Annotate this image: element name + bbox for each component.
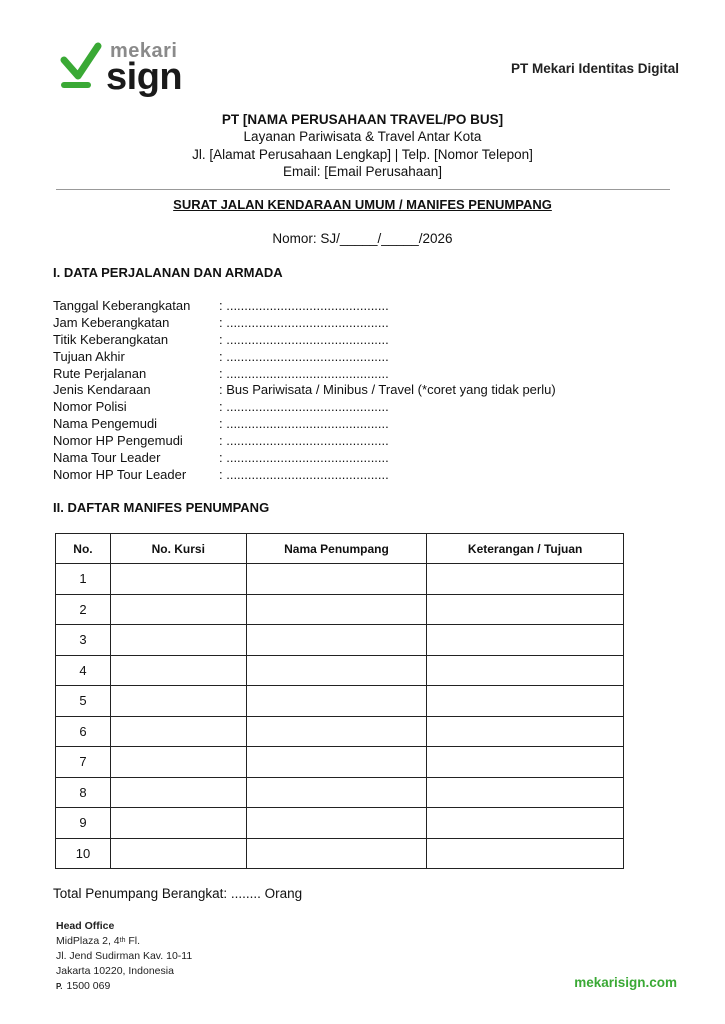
table-row <box>56 594 624 625</box>
column-header: Nama Penumpang <box>246 534 427 564</box>
field-row <box>53 416 673 433</box>
name-cell[interactable] <box>246 564 427 595</box>
row-number: 7 <box>56 747 111 778</box>
field-value: : ............................................. <box>219 365 389 381</box>
field-label: Nomor HP Tour Leader <box>53 466 187 482</box>
note-cell[interactable] <box>427 655 624 686</box>
field-label: Tanggal Keberangkatan <box>53 298 191 313</box>
note-cell[interactable] <box>427 747 624 778</box>
field-label: Nama Tour Leader <box>53 450 161 466</box>
phone-label: P. <box>56 982 63 991</box>
footer-address <box>56 919 192 994</box>
document-number: Nomor: SJ/_____/_____/2026 <box>272 231 453 246</box>
trip-fields <box>53 298 673 484</box>
field-value: : Bus Pariwisata / Minibus / Travel (*coret yang tidak perlu) <box>219 382 556 398</box>
name-cell[interactable] <box>246 716 427 747</box>
name-cell[interactable] <box>246 655 427 686</box>
name-cell[interactable] <box>246 777 427 808</box>
name-cell[interactable] <box>246 594 427 625</box>
table-row <box>56 686 624 717</box>
field-row <box>53 349 673 366</box>
field-label: Tujuan Akhir <box>53 348 125 364</box>
phone-number: 1500 069 <box>66 980 111 992</box>
field-value: : ............................................. <box>219 298 389 313</box>
field-row <box>53 450 673 467</box>
website-link[interactable]: mekarisign.com <box>574 975 677 990</box>
letterhead-service: Layanan Pariwisata & Travel Antar Kota <box>243 129 482 144</box>
row-number: 4 <box>56 655 111 686</box>
seat-cell[interactable] <box>110 655 246 686</box>
seat-cell[interactable] <box>110 625 246 656</box>
row-number: 8 <box>56 777 111 808</box>
column-header: No. Kursi <box>110 534 246 564</box>
field-row <box>53 332 673 349</box>
table-row <box>56 716 624 747</box>
section-title-passenger-manifest: II. DAFTAR MANIFES PENUMPANG <box>53 500 270 515</box>
phone-line <box>56 979 192 994</box>
letterhead-email: Email: [Email Perusahaan] <box>282 164 443 179</box>
field-value: : ............................................. <box>219 466 389 482</box>
company-name: PT Mekari Identitas Digital <box>510 61 679 76</box>
field-row <box>53 298 673 315</box>
field-value: : ............................................. <box>219 399 389 415</box>
field-label: Nama Pengemudi <box>53 416 158 432</box>
table-row <box>56 655 624 686</box>
field-value: : ............................................. <box>219 433 389 449</box>
name-cell[interactable] <box>246 625 427 656</box>
address-floor: Fl. <box>125 935 141 947</box>
column-header: Keterangan / Tujuan <box>427 534 624 564</box>
field-value: : ............................................. <box>219 450 389 466</box>
section-title-trip-data: I. DATA PERJALANAN DAN ARMADA <box>53 265 283 280</box>
field-row <box>53 382 673 399</box>
address-line: Jl. Jend Sudirman Kav. 10-11 <box>56 950 193 962</box>
brand-sign: sign <box>106 56 183 98</box>
note-cell[interactable] <box>427 716 624 747</box>
letterhead-divider <box>56 189 670 190</box>
seat-cell[interactable] <box>110 747 246 778</box>
field-label: Nomor HP Pengemudi <box>53 433 183 449</box>
note-cell[interactable] <box>427 625 624 656</box>
note-cell[interactable] <box>427 777 624 808</box>
table-header-row <box>56 534 624 564</box>
seat-cell[interactable] <box>110 594 246 625</box>
name-cell[interactable] <box>246 686 427 717</box>
field-row <box>53 366 673 383</box>
field-value: : ............................................. <box>219 416 389 432</box>
field-value: : ............................................. <box>219 314 389 330</box>
address-building: MidPlaza 2, 4 <box>56 935 120 947</box>
note-cell[interactable] <box>427 838 624 869</box>
table-row <box>56 777 624 808</box>
seat-cell[interactable] <box>110 838 246 869</box>
field-row <box>53 315 673 332</box>
seat-cell[interactable] <box>110 808 246 839</box>
table-row <box>56 564 624 595</box>
note-cell[interactable] <box>427 594 624 625</box>
seat-cell[interactable] <box>110 777 246 808</box>
field-row <box>53 433 673 450</box>
field-label: Nomor Polisi <box>53 399 127 415</box>
name-cell[interactable] <box>246 808 427 839</box>
total-passengers: Total Penumpang Berangkat: ........ Orang <box>53 886 303 901</box>
field-label: Rute Perjalanan <box>53 365 147 381</box>
field-label: Titik Keberangkatan <box>53 331 169 347</box>
row-number: 9 <box>56 808 111 839</box>
letterhead-company-name: PT [NAMA PERUSAHAAN TRAVEL/PO BUS] <box>221 112 504 127</box>
brand-mekari: mekari <box>110 40 178 62</box>
field-label: Jenis Kendaraan <box>53 382 151 398</box>
address-line <box>56 934 192 949</box>
row-number: 6 <box>56 716 111 747</box>
note-cell[interactable] <box>427 808 624 839</box>
name-cell[interactable] <box>246 838 427 869</box>
row-number: 5 <box>56 686 111 717</box>
name-cell[interactable] <box>246 747 427 778</box>
address-floor-suffix: th <box>119 937 126 944</box>
seat-cell[interactable] <box>110 716 246 747</box>
column-header: No. <box>56 534 111 564</box>
field-value: : ............................................. <box>219 348 389 364</box>
field-row <box>53 467 673 484</box>
head-office-label: Head Office <box>56 920 115 932</box>
document-title: SURAT JALAN KENDARAAN UMUM / MANIFES PENUMPANG <box>173 197 552 212</box>
seat-cell[interactable] <box>110 686 246 717</box>
note-cell[interactable] <box>427 686 624 717</box>
row-number: 3 <box>56 625 111 656</box>
row-number: 1 <box>56 564 111 595</box>
field-label: Jam Keberangkatan <box>53 314 170 330</box>
note-cell[interactable] <box>427 564 624 595</box>
letterhead-address: Jl. [Alamat Perusahaan Lengkap] | Telp. [Nomor Telepon] <box>192 147 533 162</box>
row-number: 10 <box>56 838 111 869</box>
field-row <box>53 399 673 416</box>
row-number: 2 <box>56 594 111 625</box>
table-row <box>56 747 624 778</box>
seat-cell[interactable] <box>110 564 246 595</box>
passenger-manifest-table <box>55 533 624 869</box>
table-row <box>56 838 624 869</box>
table-row <box>56 808 624 839</box>
address-line: Jakarta 10220, Indonesia <box>56 965 174 977</box>
table-row <box>56 625 624 656</box>
field-value: : ............................................. <box>219 331 389 347</box>
